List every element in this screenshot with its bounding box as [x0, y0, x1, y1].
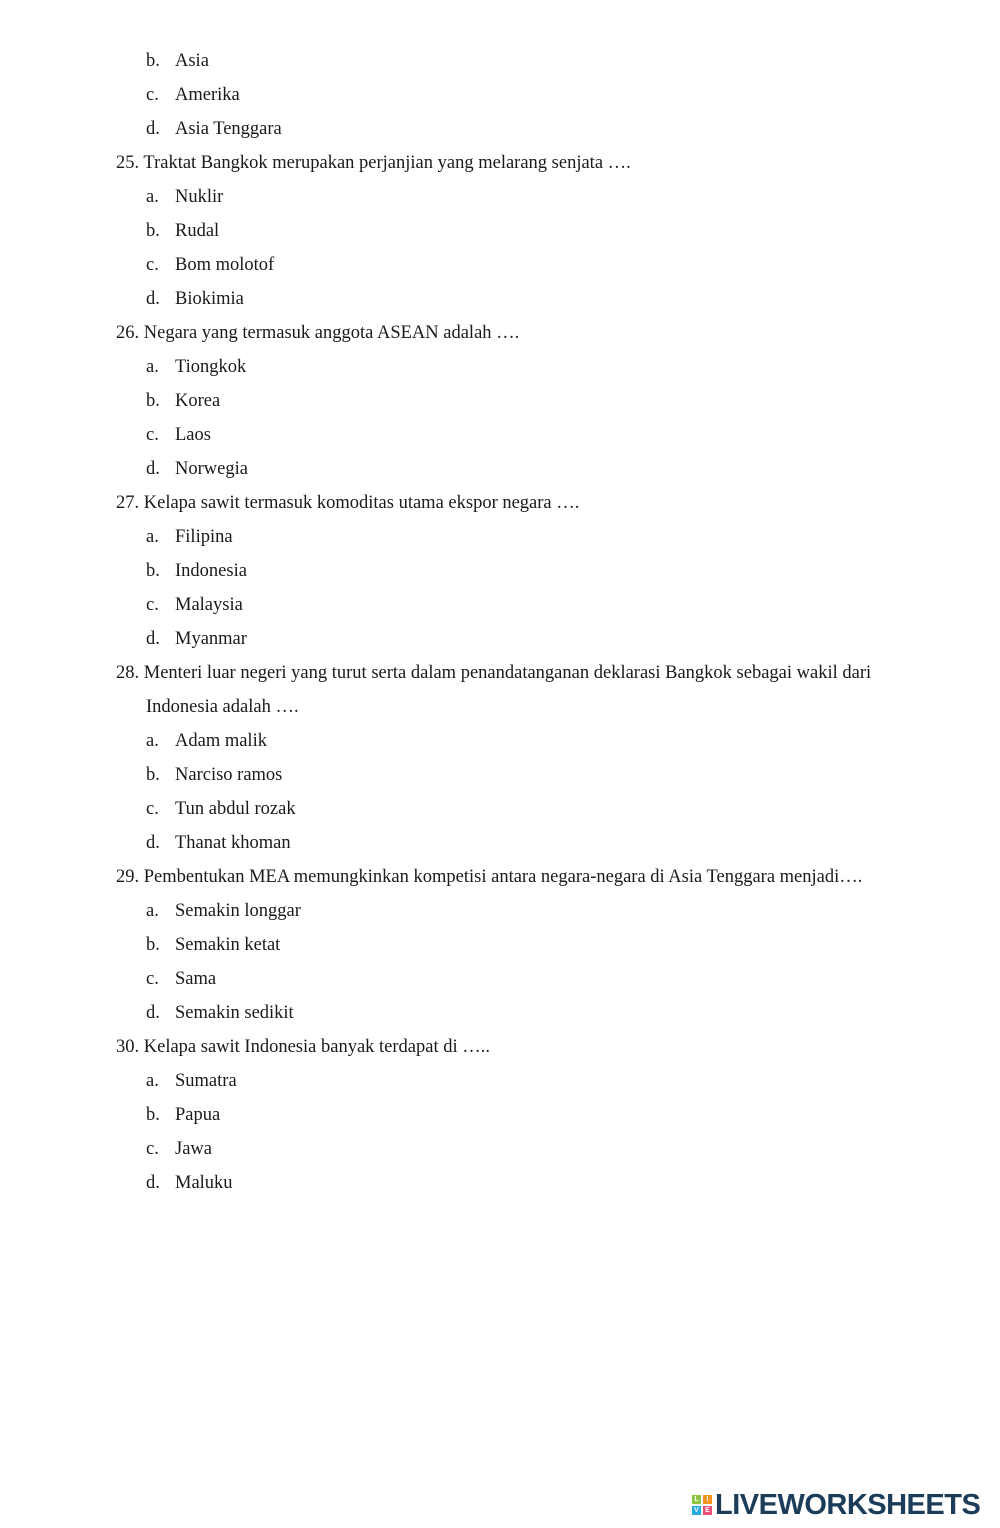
option-item[interactable]	[0, 452, 1000, 486]
option-text: Sama	[175, 969, 217, 989]
option-item[interactable]	[0, 282, 1000, 316]
option-item[interactable]	[0, 758, 1000, 792]
option-item[interactable]	[0, 180, 1000, 214]
option-item[interactable]	[0, 1064, 1000, 1098]
question-28	[0, 656, 916, 690]
option-text: Korea	[175, 391, 221, 411]
option-letter: b.	[146, 561, 160, 581]
option-item[interactable]	[0, 554, 1000, 588]
option-letter: c.	[146, 595, 159, 615]
option-item[interactable]	[0, 622, 1000, 656]
option-item[interactable]	[0, 792, 1000, 826]
option-text: Semakin longgar	[175, 901, 301, 921]
question-27	[0, 486, 916, 520]
option-letter: b.	[146, 1105, 160, 1125]
option-text: Malaysia	[175, 595, 243, 615]
option-letter: a.	[146, 527, 159, 547]
option-text: Tun abdul rozak	[175, 799, 296, 819]
option-item[interactable]	[0, 112, 1000, 146]
option-letter: d.	[146, 1003, 160, 1023]
option-item[interactable]	[0, 44, 1000, 78]
logo-mark-icon	[692, 1495, 712, 1515]
option-letter: d.	[146, 119, 160, 139]
question-text: Traktat Bangkok merupakan perjanjian yang melarang senjata ….	[143, 153, 631, 173]
logo-mark-tile: L	[692, 1495, 701, 1504]
option-text: Sumatra	[175, 1071, 237, 1091]
option-text: Biokimia	[175, 289, 244, 309]
option-text: Papua	[175, 1105, 221, 1125]
option-letter: d.	[146, 629, 160, 649]
option-text: Jawa	[175, 1139, 212, 1159]
option-item[interactable]	[0, 384, 1000, 418]
question-30	[0, 1030, 916, 1064]
option-text: Semakin ketat	[175, 935, 281, 955]
option-item[interactable]	[0, 826, 1000, 860]
question-25	[0, 146, 916, 180]
option-text: Filipina	[175, 527, 233, 547]
question-number: 28.	[116, 663, 140, 683]
option-letter: c.	[146, 1139, 159, 1159]
option-text: Myanmar	[175, 629, 247, 649]
option-letter: d.	[146, 833, 160, 853]
option-item[interactable]	[0, 248, 1000, 282]
option-text: Rudal	[175, 221, 220, 241]
option-item[interactable]	[0, 1098, 1000, 1132]
question-29	[0, 860, 916, 894]
option-item[interactable]	[0, 928, 1000, 962]
question-text: Kelapa sawit Indonesia banyak terdapat di …..	[143, 1037, 490, 1057]
question-text: Pembentukan MEA memungkinkan kompetisi antara negara-negara di Asia Tenggara menjadi….	[143, 867, 863, 887]
option-letter: a.	[146, 1071, 159, 1091]
option-letter: d.	[146, 289, 160, 309]
question-text: Negara yang termasuk anggota ASEAN adalah ….	[143, 323, 520, 343]
option-letter: a.	[146, 731, 159, 751]
option-text: Norwegia	[175, 459, 248, 479]
option-text: Indonesia	[175, 561, 247, 581]
option-letter: d.	[146, 1173, 160, 1193]
question-number: 26.	[116, 323, 140, 343]
option-text: Nuklir	[175, 187, 224, 207]
question-number: 29.	[116, 867, 140, 887]
option-text: Narciso ramos	[175, 765, 283, 785]
liveworksheets-logo[interactable]	[692, 1489, 980, 1521]
question-text: Menteri luar negeri yang turut serta dalam penandatanganan deklarasi Bangkok sebagai wakil dari	[143, 663, 872, 683]
question-number: 25.	[116, 153, 140, 173]
option-text: Maluku	[175, 1173, 233, 1193]
option-text: Adam malik	[175, 731, 267, 751]
option-item[interactable]	[0, 996, 1000, 1030]
question-number: 30.	[116, 1037, 140, 1057]
option-item[interactable]	[0, 214, 1000, 248]
logo-mark-tile: E	[703, 1506, 712, 1515]
option-letter: b.	[146, 935, 160, 955]
question-text-continued: Indonesia adalah ….	[146, 697, 299, 717]
question-text: Kelapa sawit termasuk komoditas utama ekspor negara ….	[143, 493, 580, 513]
logo-mark-tile: V	[692, 1506, 701, 1515]
option-text: Bom molotof	[175, 255, 275, 275]
option-item[interactable]	[0, 724, 1000, 758]
option-letter: a.	[146, 187, 159, 207]
option-text: Thanat khoman	[175, 833, 291, 853]
option-item[interactable]	[0, 1132, 1000, 1166]
question-26	[0, 316, 916, 350]
option-letter: b.	[146, 391, 160, 411]
logo-text: LIVEWORKSHEETS	[715, 1488, 981, 1521]
option-item[interactable]	[0, 520, 1000, 554]
logo-mark-tile: I	[703, 1495, 712, 1504]
option-text: Tiongkok	[175, 357, 247, 377]
option-item[interactable]	[0, 588, 1000, 622]
option-letter: c.	[146, 799, 159, 819]
question-number: 27.	[116, 493, 140, 513]
option-letter: d.	[146, 459, 160, 479]
option-letter: a.	[146, 357, 159, 377]
option-item[interactable]	[0, 78, 1000, 112]
option-letter: c.	[146, 969, 159, 989]
option-item[interactable]	[0, 894, 1000, 928]
option-letter: c.	[146, 425, 159, 445]
option-item[interactable]	[0, 962, 1000, 996]
option-letter: b.	[146, 51, 160, 71]
option-letter: a.	[146, 901, 159, 921]
option-text: Asia Tenggara	[175, 119, 282, 139]
option-letter: c.	[146, 85, 159, 105]
option-letter: c.	[146, 255, 159, 275]
option-text: Laos	[175, 425, 211, 445]
option-item[interactable]	[0, 418, 1000, 452]
option-item[interactable]	[0, 1166, 1000, 1200]
worksheet-page	[0, 44, 1000, 1200]
option-item[interactable]	[0, 350, 1000, 384]
option-text: Asia	[175, 51, 209, 71]
option-text: Amerika	[175, 85, 240, 105]
option-letter: b.	[146, 221, 160, 241]
option-text: Semakin sedikit	[175, 1003, 294, 1023]
option-letter: b.	[146, 765, 160, 785]
